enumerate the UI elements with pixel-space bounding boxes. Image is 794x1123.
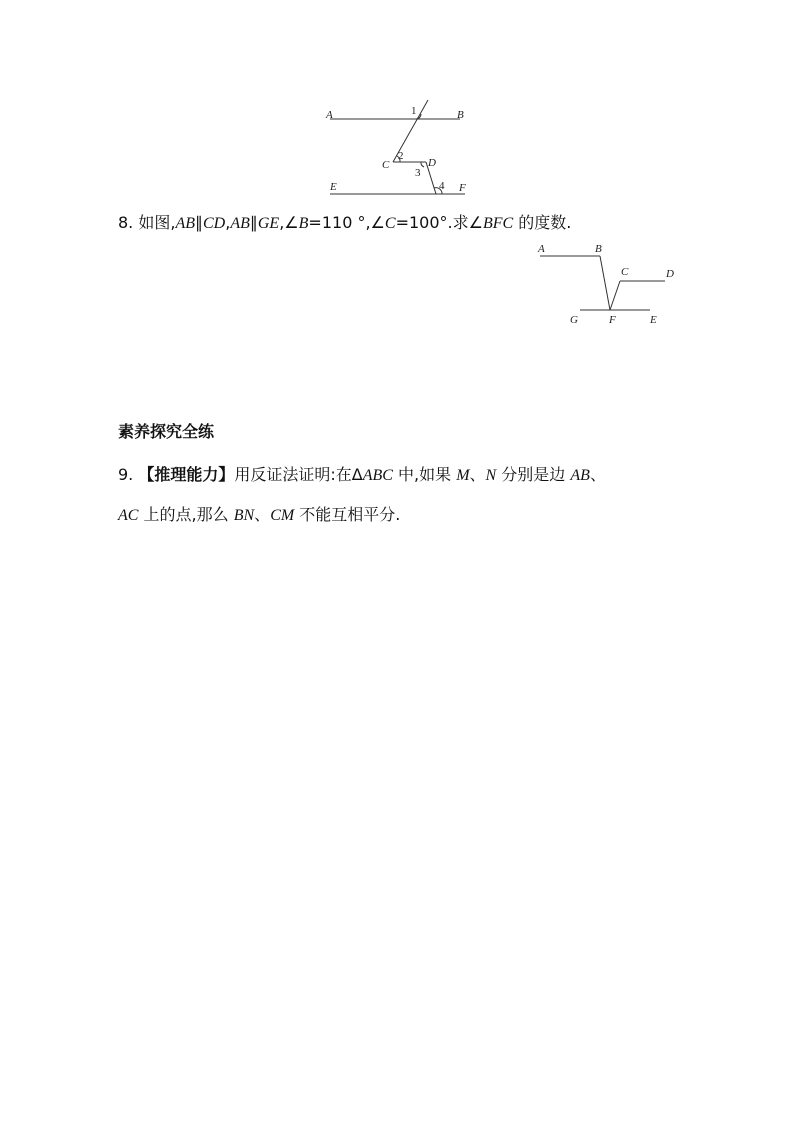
- q9-text-2: 中,如果: [392, 465, 457, 484]
- label-b: B: [457, 109, 464, 121]
- label-f: F: [609, 314, 616, 326]
- angle-3-arc: [421, 162, 424, 167]
- q9-ac: AC: [118, 507, 139, 524]
- q9-number: 9.: [118, 465, 139, 484]
- q9-cm: CM: [270, 507, 295, 524]
- angle-3-label: 3: [415, 167, 421, 179]
- label-e: E: [330, 181, 337, 193]
- q8-ab: AB: [175, 215, 195, 232]
- q9-m: M: [456, 467, 470, 484]
- q8-angle-sign: ,∠: [279, 213, 299, 232]
- q8-b-value: =110 °,∠: [308, 213, 385, 232]
- q8-diagram: [530, 238, 680, 330]
- q9-text-6: 上的点,那么: [138, 505, 234, 524]
- q8-parallel-1: ∥: [195, 213, 203, 232]
- label-d: D: [666, 268, 674, 280]
- q9-ab: AB: [570, 467, 590, 484]
- label-g: G: [570, 314, 578, 326]
- label-c: C: [382, 159, 390, 171]
- angle-4-label: 4: [439, 180, 445, 192]
- q9-text-8: 不能互相平分.: [294, 505, 401, 524]
- angle-1-label: 1: [411, 105, 417, 117]
- q9-abc: ABC: [362, 467, 393, 484]
- segment-bf: [600, 256, 610, 310]
- q8-b: B: [298, 215, 309, 232]
- parallel-lines-diagram: [320, 95, 480, 200]
- q8-comma: ,: [225, 213, 231, 232]
- q9-bn: BN: [233, 507, 255, 524]
- label-a: A: [538, 243, 545, 255]
- q9-text-7: 、: [254, 505, 271, 524]
- question-9-line-2: [118, 505, 400, 526]
- label-f: F: [459, 182, 466, 194]
- label-a: A: [326, 109, 333, 121]
- section-title: 素养探究全练: [118, 422, 215, 441]
- label-b: B: [595, 243, 602, 255]
- angle-2-label: 2: [398, 150, 404, 162]
- label-c: C: [621, 266, 629, 278]
- q8-prefix: 8. 如图,: [118, 213, 176, 232]
- q8-ab-2: AB: [230, 215, 250, 232]
- segment-fc: [610, 281, 620, 310]
- q8-ge: GE: [257, 215, 280, 232]
- label-d: D: [428, 157, 436, 169]
- q9-n: N: [485, 467, 497, 484]
- q9-text-1: 用反证法证明:在Δ: [234, 465, 363, 484]
- label-e: E: [650, 314, 657, 326]
- q8-bfc: BFC: [482, 215, 514, 232]
- q9-text-3: 、: [469, 465, 486, 484]
- q9-text-4: 分别是边: [496, 465, 571, 484]
- question-8: [118, 213, 571, 234]
- q8-c: C: [384, 215, 396, 232]
- q9-text-5: 、: [589, 465, 606, 484]
- q8-suffix: 的度数.: [513, 213, 572, 232]
- q8-parallel-2: ∥: [249, 213, 258, 232]
- q8-c-value: =100°.求∠: [395, 213, 483, 232]
- q8-cd: CD: [203, 215, 226, 232]
- question-9-line-1: [118, 465, 606, 486]
- q9-tag: 【推理能力】: [138, 465, 235, 484]
